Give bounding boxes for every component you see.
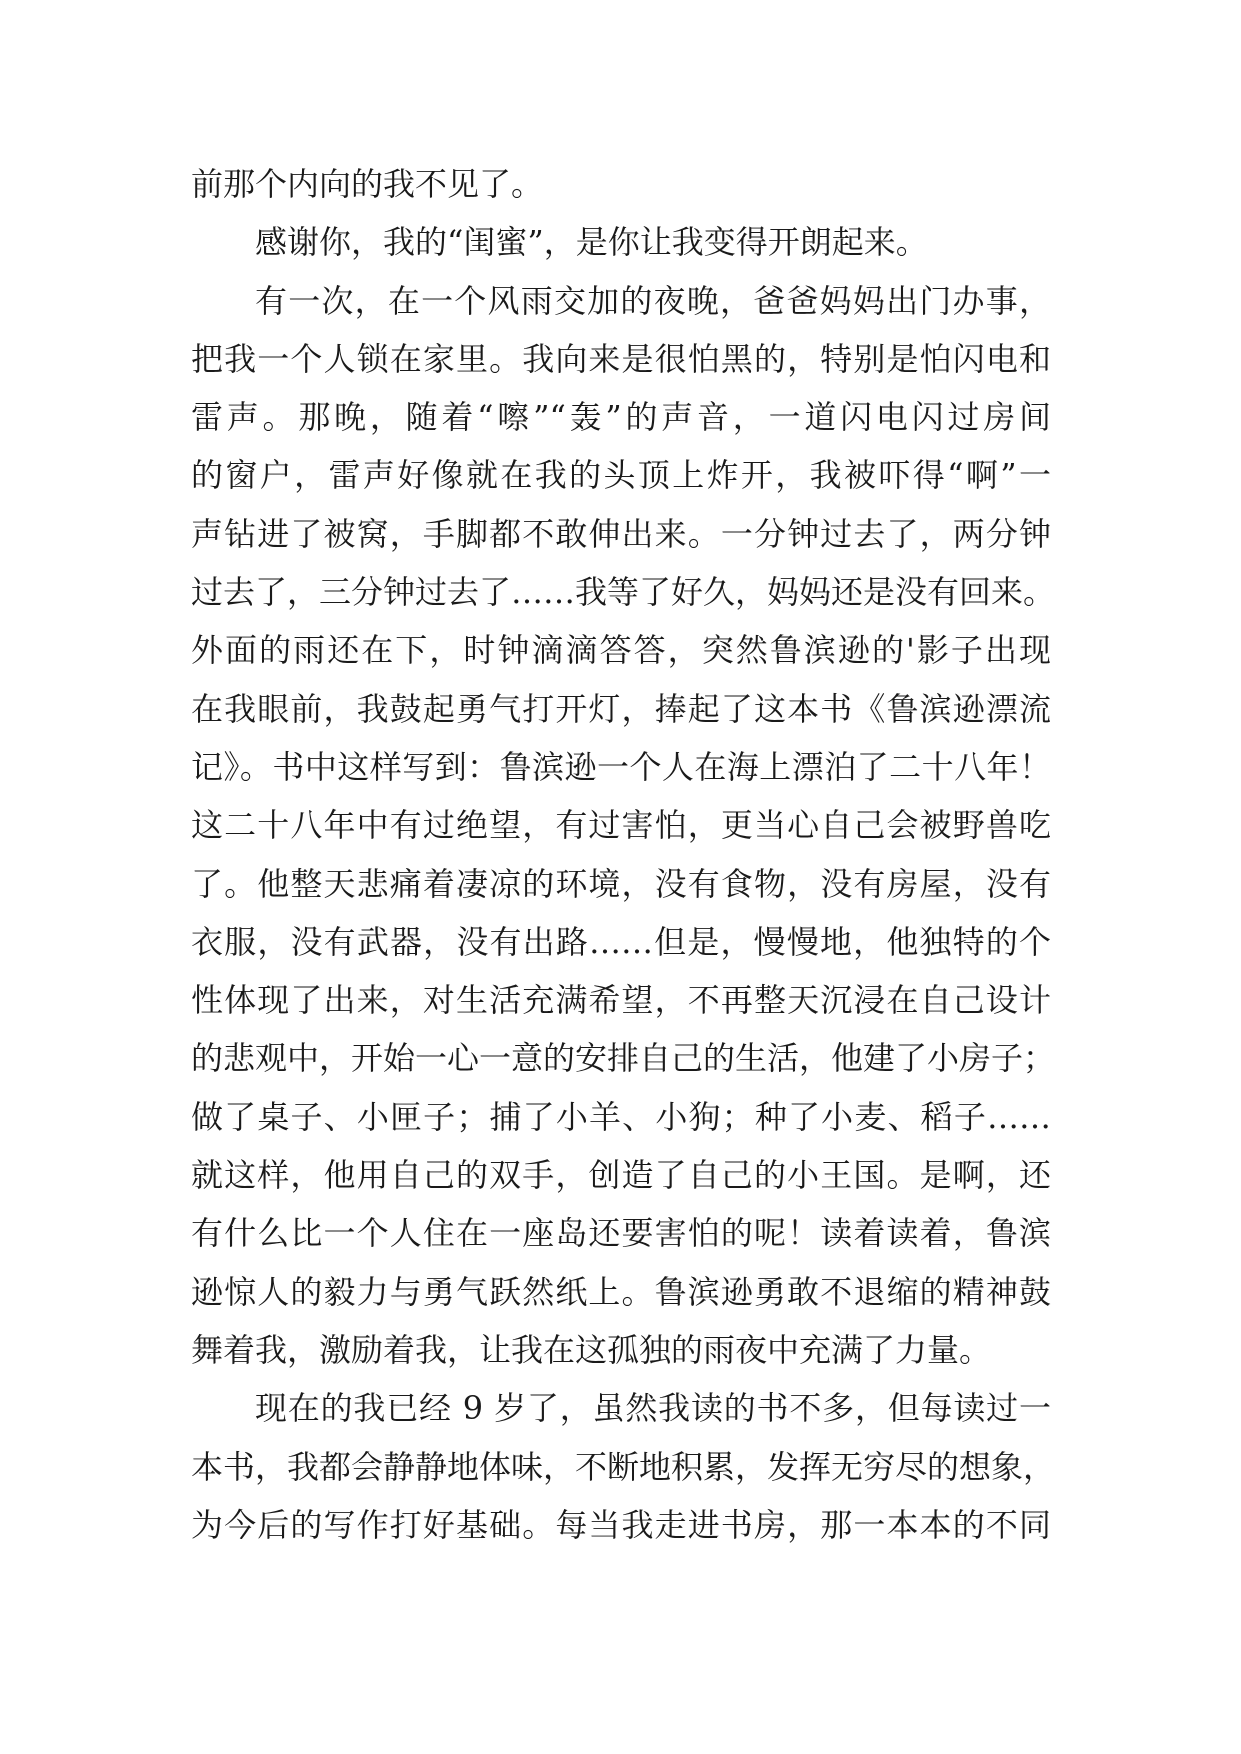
text-line: 性体现了出来，对生活充满希望，不再整天沉浸在自己设计 bbox=[191, 981, 1051, 1020]
text-line: 记》。书中这样写到：鲁滨逊一个人在海上漂泊了二十八年！ bbox=[191, 747, 1051, 786]
text-line: 就这样，他用自己的双手，创造了自己的小王国。是啊，还 bbox=[191, 1156, 1051, 1195]
text-line: 雷声。那晚，随着“嚓”“轰”的声音，一道闪电闪过房间 bbox=[191, 398, 1051, 437]
text-line: 本书，我都会静静地体味，不断地积累，发挥无穷尽的想象， bbox=[191, 1447, 1056, 1486]
text-line: 衣服，没有武器，没有出路……但是，慢慢地，他独特的个 bbox=[191, 922, 1051, 961]
text-line: 了。他整天悲痛着凄凉的环境，没有食物，没有房屋，没有 bbox=[191, 864, 1051, 903]
body-text bbox=[191, 155, 1056, 1554]
paragraph-first-line: 现在的我已经 9 岁了，虽然我读的书不多，但每读过一 bbox=[255, 1389, 1051, 1428]
text-line: 的窗户，雷声好像就在我的头顶上炸开，我被吓得“啊”一 bbox=[191, 456, 1051, 495]
text-line: 为今后的写作打好基础。每当我走进书房，那一本本的不同 bbox=[191, 1505, 1051, 1544]
text-line: 在我眼前，我鼓起勇气打开灯，捧起了这本书《鲁滨逊漂流 bbox=[191, 689, 1051, 728]
text-line: 过去了，三分钟过去了……我等了好久，妈妈还是没有回来。 bbox=[191, 573, 1056, 612]
text-line: 有什么比一个人住在一座岛还要害怕的呢！读着读着，鲁滨 bbox=[191, 1214, 1051, 1253]
paragraph-first-line: 感谢你，我的“闺蜜”，是你让我变得开朗起来。 bbox=[255, 223, 928, 262]
text-line: 前那个内向的我不见了。 bbox=[191, 165, 544, 203]
text-line: 的悲观中，开始一心一意的安排自己的生活，他建了小房子； bbox=[191, 1039, 1056, 1078]
paragraph-first-line: 有一次，在一个风雨交加的夜晚，爸爸妈妈出门办事， bbox=[255, 281, 1051, 320]
text-line: 把我一个人锁在家里。我向来是很怕黑的，特别是怕闪电和 bbox=[191, 339, 1051, 378]
text-line: 做了桌子、小匣子；捕了小羊、小狗；种了小麦、稻子…… bbox=[191, 1097, 1051, 1136]
text-line: 外面的雨还在下，时钟滴滴答答，突然鲁滨逊的'影子出现 bbox=[191, 631, 1051, 670]
text-line: 逊惊人的毅力与勇气跃然纸上。鲁滨逊勇敢不退缩的精神鼓 bbox=[191, 1272, 1051, 1311]
text-line: 声钻进了被窝，手脚都不敢伸出来。一分钟过去了，两分钟 bbox=[191, 514, 1051, 553]
text-line: 这二十八年中有过绝望，有过害怕，更当心自己会被野兽吃 bbox=[191, 806, 1051, 845]
text-line: 舞着我，激励着我，让我在这孤独的雨夜中充满了力量。 bbox=[191, 1330, 992, 1369]
